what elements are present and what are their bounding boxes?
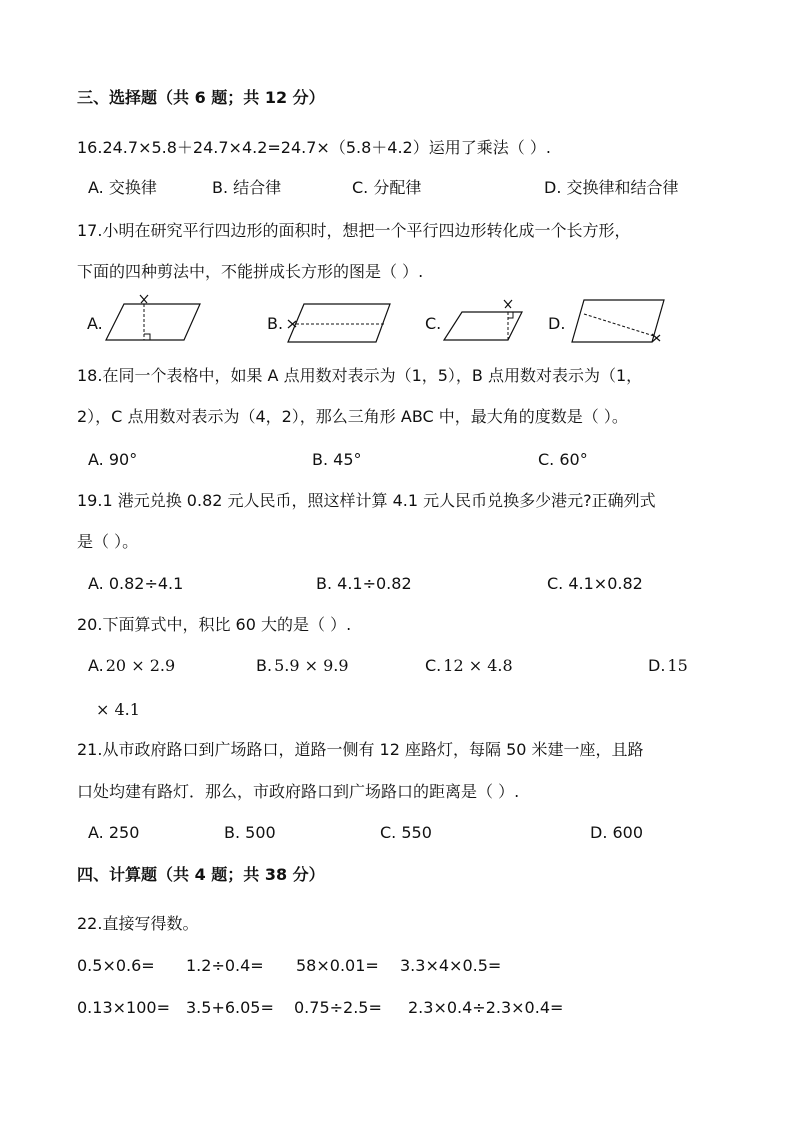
section-title: 三、选择题（共 6 题；共 12 分） (77, 88, 325, 107)
q19-option-a: A. 0.82÷4.1 (88, 574, 184, 593)
q20-option-b (256, 656, 349, 676)
question-20-stem: 20.下面算式中，积比 60 大的是（ ）. (77, 615, 352, 634)
q17-figure-label-d: D. (548, 314, 566, 333)
calc-item: 0.75÷2.5= (294, 998, 382, 1017)
q20-option-a (88, 656, 175, 676)
q18-option-b: B. 45° (312, 450, 362, 469)
q20-option-d-continued: × 4.1 (96, 700, 140, 719)
question-21-line1: 21.从市政府路口到广场路口，道路一侧有 12 座路灯，每隔 50 米建一座，且路 (77, 740, 644, 759)
q18-option-c: C. 60° (538, 450, 588, 469)
calc-item: 3.3×4×0.5= (400, 956, 502, 975)
calc-item: 1.2÷0.4= (186, 956, 264, 975)
section-title: 四、计算题（共 4 题；共 38 分） (77, 865, 325, 884)
question-19-line1: 19.1 港元兑换 0.82 元人民币，照这样计算 4.1 元人民币兑换多少港元?正确列式 (77, 491, 656, 510)
q17-figure-c (442, 296, 524, 346)
q20-option-a-expr: 20 × 2.9 (105, 656, 176, 675)
q20-option-b-expr: 5.9 × 9.9 (274, 656, 349, 675)
q19-option-c: C. 4.1×0.82 (547, 574, 643, 593)
q17-figure-label-a: A. (87, 314, 103, 333)
q21-option-b: B. 500 (224, 823, 276, 842)
q21-option-a: A. 250 (88, 823, 140, 842)
calc-item: 2.3×0.4÷2.3×0.4= (408, 998, 564, 1017)
q17-figure-b (286, 298, 394, 346)
q16-option-b: B. 结合律 (212, 178, 282, 197)
q20-option-d-expr: 15 (667, 656, 688, 675)
question-17-line2: 下面的四种剪法中，不能拼成长方形的图是（ ）. (77, 262, 424, 281)
question-16-stem: 16.24.7×5.8＋24.7×4.2=24.7×（5.8＋4.2）运用了乘法（ ）. (77, 138, 551, 157)
q20-option-b-letter: B. (256, 656, 273, 675)
q18-option-a: A. 90° (88, 450, 138, 469)
q20-option-c-letter: C. (425, 656, 442, 675)
question-17-line1: 17.小明在研究平行四边形的面积时，想把一个平行四边形转化成一个长方形， (77, 221, 631, 240)
q16-option-d: D. 交换律和结合律 (544, 178, 679, 197)
calc-item: 0.13×100= (77, 998, 170, 1017)
question-19-line2: 是（ ）。 (77, 532, 139, 551)
question-18-line2: 2），C 点用数对表示为（4，2），那么三角形 ABC 中，最大角的度数是（ ）。 (77, 407, 628, 426)
q21-option-c: C. 550 (380, 823, 432, 842)
q16-option-c: C. 分配律 (352, 178, 422, 197)
q20-option-d (648, 656, 688, 676)
q20-option-c-expr: 12 × 4.8 (443, 656, 513, 675)
q20-option-a-letter: A. (88, 656, 104, 675)
q19-option-b: B. 4.1÷0.82 (316, 574, 412, 593)
question-22-stem: 22.直接写得数。 (77, 914, 199, 933)
question-21-line2: 口处均建有路灯．那么，市政府路口到广场路口的距离是（ ）. (77, 782, 520, 801)
q17-figure-a (104, 296, 204, 346)
q17-figure-label-b: B. (267, 314, 284, 333)
scissors-icon (504, 300, 512, 308)
scissors-icon (140, 295, 148, 303)
calc-item: 3.5+6.05= (186, 998, 274, 1017)
q16-option-a: A. 交换律 (88, 178, 157, 197)
question-18-line1: 18.在同一个表格中，如果 A 点用数对表示为（1，5），B 点用数对表示为（1， (77, 366, 643, 385)
q17-figure-label-c: C. (425, 314, 442, 333)
calc-item: 0.5×0.6= (77, 956, 155, 975)
calc-item: 58×0.01= (296, 956, 379, 975)
q17-figure-d (570, 296, 670, 348)
q21-option-d: D. 600 (590, 823, 644, 842)
q20-option-d-letter: D. (648, 656, 666, 675)
q20-option-c (425, 656, 513, 676)
